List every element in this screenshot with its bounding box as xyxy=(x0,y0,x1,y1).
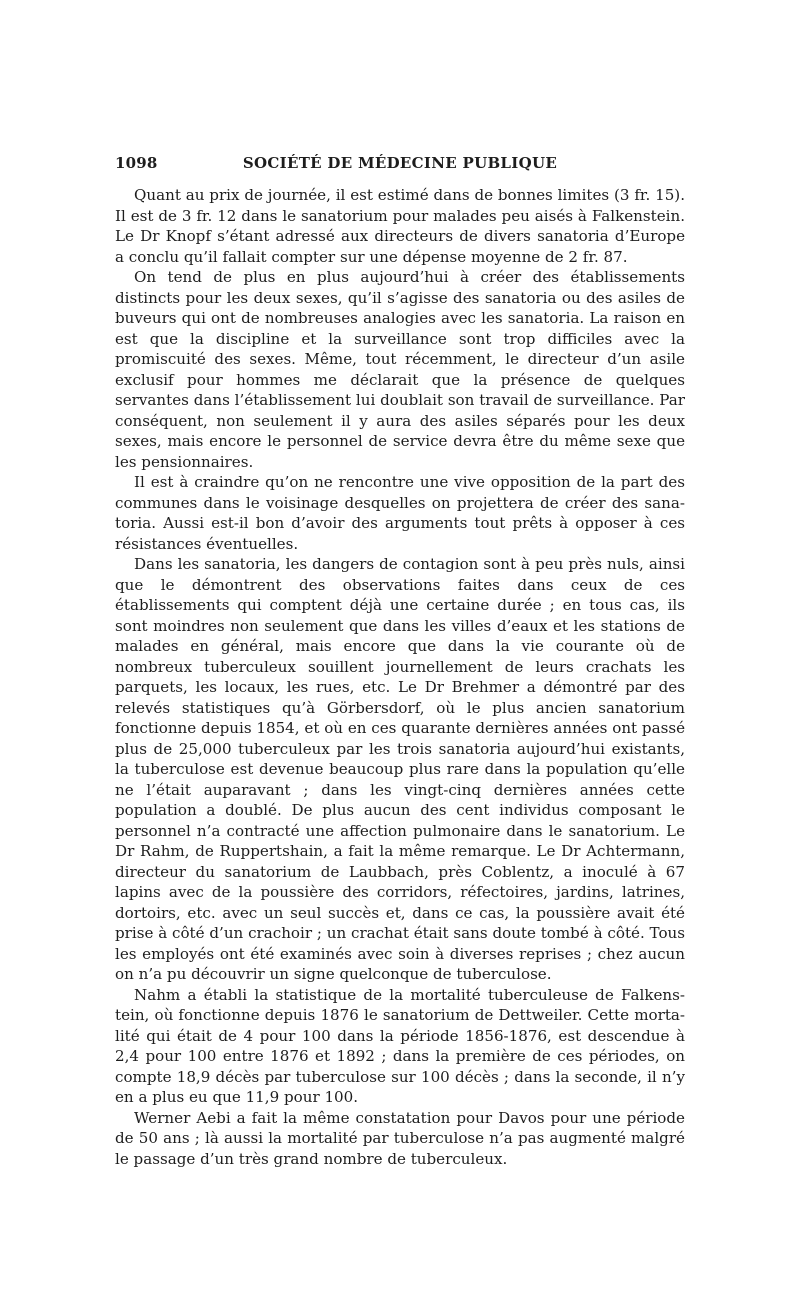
paragraph-separate-sexes: On tend de plus en plus aujourd’hui à créer des établissements distincts pour les deux sexes, qu’il s’agisse des sanatoria ou des asiles de buveurs qui ont de nombreuses analogies avec les sanatoria. La raison en est que la discipline et la surveillance sont trop difficiles avec la promiscuité des sexes. Même, tout récemment, le directeur d’un asile exclusif pour hommes me déclarait que la présence de quelques servantes dans l’établissement lui doublait son travail de surveillance. Par conséquent, non seulement il y aura des asiles séparés pour les deux sexes, mais encore le personnel de service devra être du même sexe que les pensionnaires. xyxy=(115,268,685,471)
running-head xyxy=(115,151,685,175)
body-text xyxy=(115,185,685,1169)
paragraph-davos: Werner Aebi a fait la même constatation pour Davos pour une période de 50 ans ; là aussi la mortalité par tuberculose n’a pas augmenté malgré le passage d’un très grand nombre de tuberculeux. xyxy=(115,1108,685,1168)
paragraph-daily-cost: Quant au prix de journée, il est estimé dans de bonnes limites (3 fr. 15). Il est de 3 fr. 12 dans le sanatorium pour malades peu aisés à Falkenstein. Le Dr Knopf s’étant adressé aux directeurs de divers sanatoria d’Europe a conclu qu’il fallait compter sur une dépense moyenne de 2 fr. 87. xyxy=(115,186,685,266)
journal-title: SOCIÉTÉ DE MÉDECINE PUBLIQUE xyxy=(242,154,558,172)
page-number: 1098 xyxy=(115,154,158,172)
paragraph-opposition: Il est à craindre qu’on ne rencontre une vive opposition de la part des communes dans le voisinage desquelles on projettera de créer des sanatoria. Aussi est-il bon d’avoir des arguments tout prêts à opposer à ces résistances éventuelles. xyxy=(115,473,685,553)
book-page xyxy=(115,151,685,1169)
paragraph-falkenstein-statistics: Nahm a établi la statistique de la mortalité tuberculeuse de Falkenstein, où fonctionne depuis 1876 le sanatorium de Dettweiler. Cette mortalité qui était de 4 pour 100 dans la période 1856-1876, est descendue à 2,4 pour 100 entre 1876 et 1892 ; dans la première de ces périodes, on compte 18,9 décès par tuberculose sur 100 décès ; dans la seconde, il n’y en a plus eu que 11,9 pour 100. xyxy=(115,985,685,1106)
paragraph-contagion: Dans les sanatoria, les dangers de contagion sont à peu près nuls, ainsi que le démontrent des observations faites dans ceux de ces établissements qui comptent déjà une certaine durée ; en tous cas, ils sont moindres non seulement que dans les villes d’eaux et les stations de malades en général, mais encore que dans la vie courante où de nombreux tuberculeux souillent journellement de leurs crachats les parquets, les locaux, les rues, etc. Le Dr Brehmer a démontré par des relevés statistiques qu’à Görbersdorf, où le plus ancien sanatorium fonctionne depuis 1854, et où en ces quarante dernières années ont passé plus de 25,000 tuberculeux par les trois sanatoria aujourd’hui existants, la tuberculose est devenue beaucoup plus rare dans la population qu’elle ne l’était auparavant ; dans les vingt-cinq dernières années cette population a doublé. De plus aucun des cent individus composant le personnel n’a contracté une affection pulmonaire dans le sanatorium. Le Dr Rahm, de Ruppertshain, a fait la même remarque. Le Dr Achtermann, directeur du sanatorium de Laubbach, près Coblentz, a inoculé à 67 lapins avec de la poussière des corridors, réfectoires, jardins, latrines, dortoirs, etc. avec un seul succès et, dans ce cas, la poussière avait été prise à côté d’un crachoir ; un crachat était sans doute tombé à côté. Tous les employés ont été examinés avec soin à diverses reprises ; chez aucun on n’a pu découvrir un signe quelconque de tuberculose. xyxy=(115,555,685,983)
